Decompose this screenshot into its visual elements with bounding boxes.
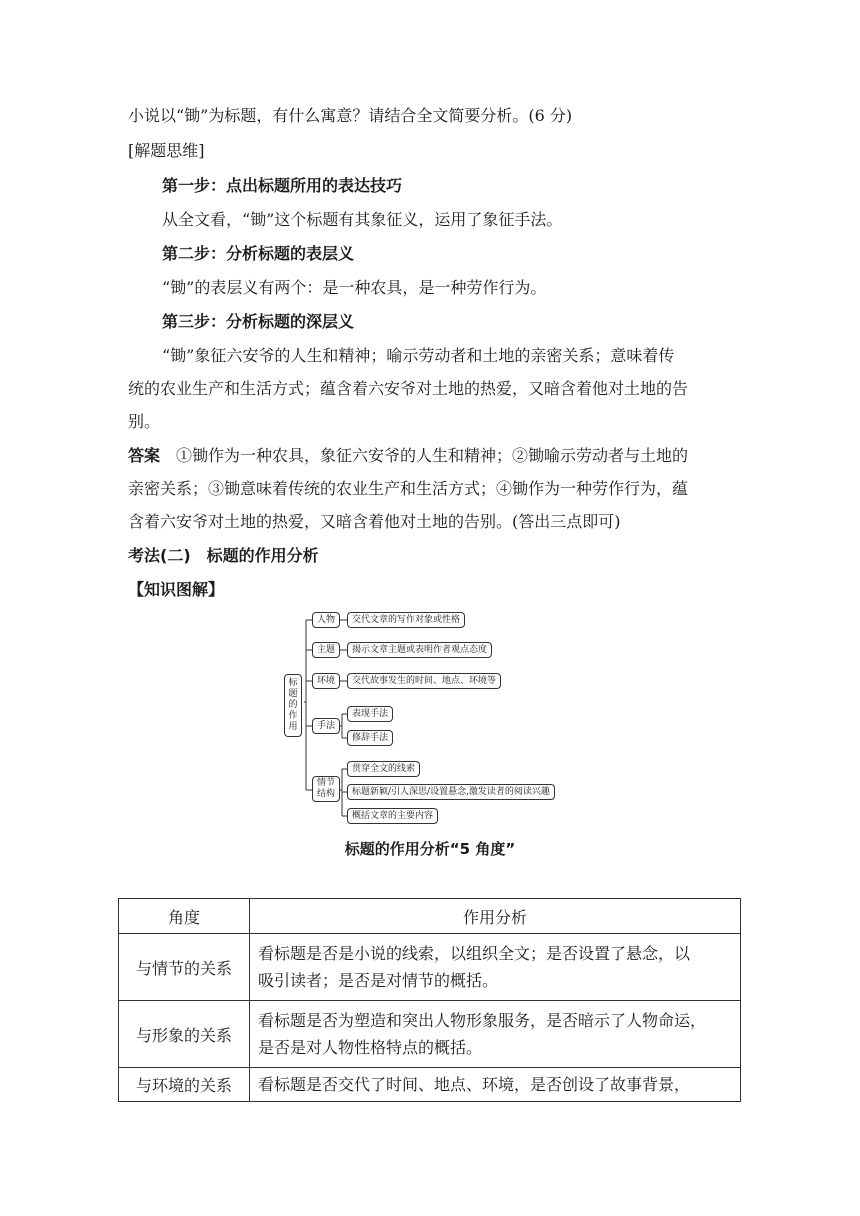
answer-text-1: ①锄作为一种农具，象征六安爷的人生和精神；②锄喻示劳动者与土地的 xyxy=(176,446,689,465)
answer-line1 xyxy=(128,446,688,466)
table-header-row xyxy=(119,899,741,934)
branch-theme: 主题 xyxy=(312,642,340,658)
row-value xyxy=(250,934,741,1001)
header-angle: 角度 xyxy=(119,899,250,934)
leaf-plot-summary: 概括文章的主要内容 xyxy=(347,808,438,824)
leaf-technique-expression: 表现手法 xyxy=(347,706,393,722)
title-function-diagram xyxy=(284,604,584,830)
step1-title: 第一步：点出标题所用的表达技巧 xyxy=(162,176,403,195)
question-line: 小说以“锄”为标题，有什么寓意？请结合全文简要分析。(6 分) xyxy=(128,106,573,125)
row-key: 与形象的关系 xyxy=(119,1001,250,1068)
row-value xyxy=(250,1001,741,1068)
table-row xyxy=(119,1068,741,1102)
step3-line1: “锄”象征六安爷的人生和精神；喻示劳动者和土地的亲密关系；意味着传 xyxy=(162,346,675,365)
thinking-label: [解题思维] xyxy=(128,141,205,160)
answer-label: 答案 xyxy=(128,446,161,465)
row-key: 与环境的关系 xyxy=(119,1068,250,1102)
answer-line2: 亲密关系；③锄意味着传统的农业生产和生活方式；④锄作为一种劳作行为，蕴 xyxy=(128,479,689,498)
leaf-plot-clue: 贯穿全文的线索 xyxy=(347,761,420,777)
step1-text: 从全文看，“锄”这个标题有其象征义，运用了象征手法。 xyxy=(162,210,563,229)
row-key: 与情节的关系 xyxy=(119,934,250,1001)
section-title: 考法(二) 标题的作用分析 xyxy=(128,546,319,565)
leaf-theme: 揭示文章主题或表明作者观点态度 xyxy=(347,642,492,658)
row-value-line: 看标题是否为塑造和突出人物形象服务，是否暗示了人物命运， xyxy=(258,1011,707,1030)
leaf-plot-suspense: 标题新颖/引人深思/设置悬念,激发读者的阅读兴趣 xyxy=(347,784,555,800)
row-value-line: 看标题是否是小说的线索，以组织全文；是否设置了悬念，以 xyxy=(258,944,691,963)
row-value-line: 是否是对人物性格特点的概括。 xyxy=(258,1038,483,1057)
step2-text: “锄”的表层义有两个：是一种农具，是一种劳作行为。 xyxy=(162,278,547,297)
row-value-line: 看标题是否交代了时间、地点、环境，是否创设了故事背景， xyxy=(258,1075,691,1094)
branch-person: 人物 xyxy=(312,612,340,628)
leaf-person: 交代文章的写作对象或性格 xyxy=(347,612,465,628)
leaf-environment: 交代故事发生的时间、地点、环境等 xyxy=(347,673,501,689)
analysis-table xyxy=(118,898,741,1102)
branch-technique: 手法 xyxy=(312,718,340,734)
row-value xyxy=(250,1068,741,1102)
step3-title: 第三步：分析标题的深层义 xyxy=(162,312,355,331)
leaf-technique-rhetoric: 修辞手法 xyxy=(347,730,393,746)
step3-line3: 别。 xyxy=(128,412,161,431)
table-row xyxy=(119,1001,741,1068)
step2-title: 第二步：分析标题的表层义 xyxy=(162,244,355,263)
branch-plot-structure: 情节结构 xyxy=(312,776,340,802)
diagram-caption: 标题的作用分析“5 角度” xyxy=(344,840,516,858)
answer-line3: 含着六安爷对土地的热爱，又暗含着他对土地的告别。(答出三点即可) xyxy=(128,512,621,531)
row-value-line: 吸引读者；是否是对情节的概括。 xyxy=(258,971,499,990)
table-row xyxy=(119,934,741,1001)
diagram-root: 标题的作用 xyxy=(284,674,302,737)
header-analysis: 作用分析 xyxy=(250,899,741,934)
step3-line2: 统的农业生产和生活方式；蕴含着六安爷对土地的热爱，又暗含着他对土地的告 xyxy=(128,379,689,398)
knowledge-label: 【知识图解】 xyxy=(128,580,225,599)
branch-environment: 环境 xyxy=(312,673,340,689)
